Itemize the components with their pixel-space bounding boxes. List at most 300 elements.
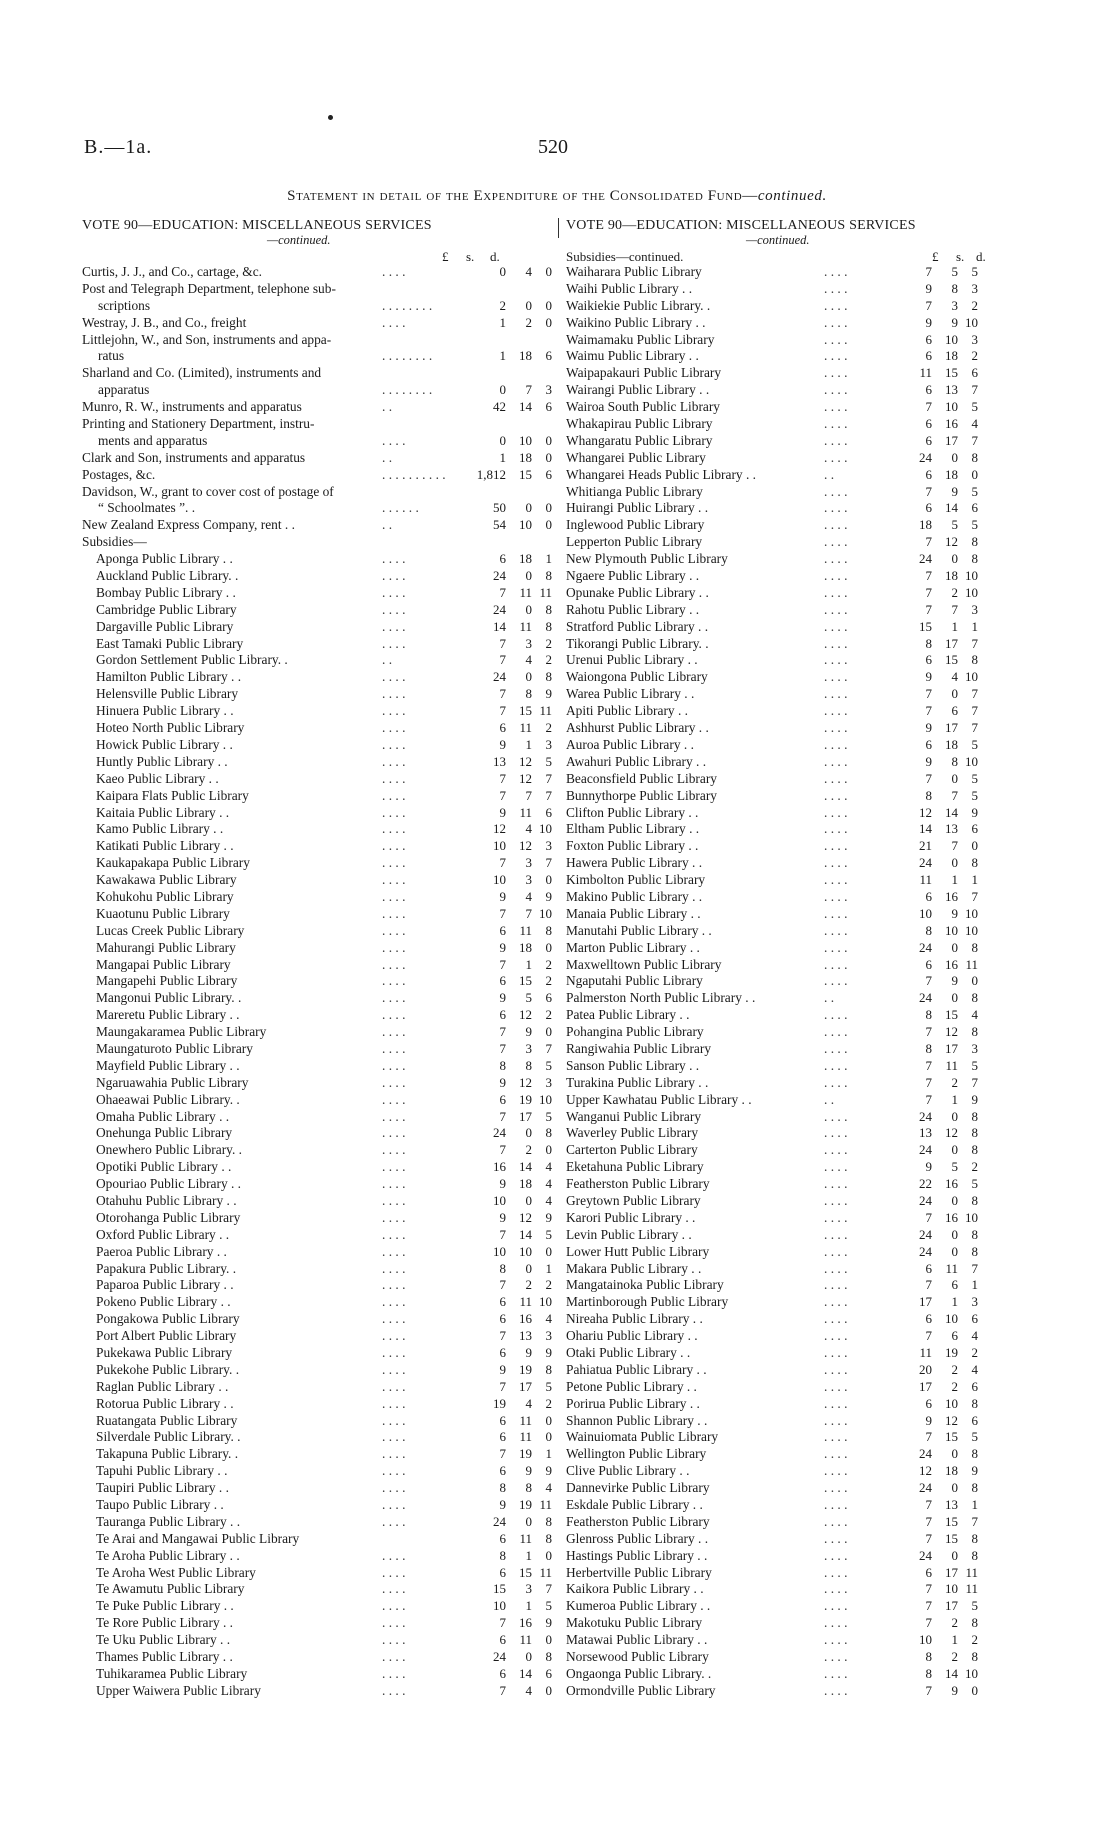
leader-dots: . . . . <box>824 922 848 938</box>
ledger-row <box>82 940 554 957</box>
leader-dots: . . . . <box>824 1294 848 1310</box>
row-label: Inglewood Public Library <box>566 517 705 533</box>
shillings-value: 19 <box>519 1497 532 1513</box>
pounds-value: 1 <box>499 314 506 330</box>
pence-value: 5 <box>971 1176 978 1192</box>
pounds-value: 10 <box>919 1632 932 1648</box>
leader-dots: . . . . <box>382 1598 406 1614</box>
pence-value: 8 <box>971 1530 978 1546</box>
pounds-value: 24 <box>919 1547 932 1563</box>
row-label: Munro, R. W., instruments and apparatus <box>82 399 302 415</box>
pence-value: 0 <box>545 872 552 888</box>
leader-dots: . . . . <box>824 1497 848 1513</box>
row-label: Makara Public Library . . <box>566 1260 702 1276</box>
ledger-row <box>566 602 1036 619</box>
ledger-row <box>82 1396 554 1413</box>
ledger-row <box>566 940 1036 957</box>
row-label: Ohaeawai Public Library. . <box>96 1091 240 1107</box>
row-label: Pokeno Public Library . . <box>96 1294 231 1310</box>
leader-dots: . . . . <box>824 1345 848 1360</box>
shillings-value: 1 <box>525 956 532 972</box>
leader-dots: . . . . <box>382 1564 406 1580</box>
row-label: Porirua Public Library . . <box>566 1395 700 1411</box>
ledger-row <box>82 754 554 771</box>
shillings-value: 1 <box>525 1598 532 1614</box>
shillings-value: 2 <box>525 1142 532 1158</box>
leader-dots: . . . . <box>824 568 848 584</box>
shillings-value: 10 <box>945 1581 958 1597</box>
pounds-value: 17 <box>919 1294 932 1310</box>
leader-dots: . . . . <box>824 1547 848 1563</box>
leader-dots: . . . . <box>382 686 406 702</box>
shillings-value: 14 <box>519 1665 532 1681</box>
leader-dots: . . . . <box>824 1361 848 1377</box>
pence-value: 5 <box>971 1598 978 1614</box>
row-label: Lepperton Public Library <box>566 534 703 550</box>
ledger-row <box>82 1413 554 1430</box>
leader-dots: . . . . <box>382 568 406 584</box>
pounds-value: 9 <box>499 1209 506 1225</box>
pence-value: 1 <box>971 1277 978 1293</box>
shillings-value: 12 <box>945 1412 958 1428</box>
pence-value: 0 <box>545 297 552 313</box>
pence-value: 9 <box>545 1463 552 1479</box>
pounds-value: 0 <box>499 432 506 448</box>
pence-value: 8 <box>545 1649 552 1665</box>
ledger-row <box>82 686 554 703</box>
pounds-value: 1,812 <box>476 466 506 482</box>
pounds-value: 24 <box>919 939 932 955</box>
ledger-row <box>566 1024 1036 1041</box>
pounds-value: 14 <box>919 821 932 837</box>
pounds-value: 10 <box>493 838 506 854</box>
row-label: Pahiatua Public Library . . <box>566 1361 707 1377</box>
pence-value: 8 <box>545 922 552 938</box>
pounds-value: 7 <box>925 601 932 617</box>
ledger-row <box>82 720 554 737</box>
shillings-value: 0 <box>951 770 958 786</box>
shillings-value: 15 <box>945 1513 958 1529</box>
pence-value: 11 <box>539 703 552 719</box>
pounds-value: 24 <box>493 669 506 685</box>
ledger-row <box>82 1125 554 1142</box>
shillings-value: 13 <box>945 821 958 837</box>
leader-dots: . . . . <box>824 1125 848 1141</box>
ledger-row <box>566 1598 1036 1615</box>
ledger-row <box>82 636 554 653</box>
pounds-value: 9 <box>925 720 932 736</box>
row-label: Ruatangata Public Library <box>96 1412 238 1428</box>
ledger-row <box>566 821 1036 838</box>
ledger-row <box>566 534 1036 551</box>
pounds-value: 7 <box>499 1040 506 1056</box>
shillings-value: 9 <box>525 1345 532 1360</box>
pounds-value: 14 <box>493 618 506 634</box>
row-label: Rangiwahia Public Library <box>566 1040 712 1056</box>
pence-value: 3 <box>971 1040 978 1056</box>
row-label: Upper Kawhatau Public Library . . <box>566 1091 752 1107</box>
row-label: Stratford Public Library . . <box>566 618 709 634</box>
shillings-value: 18 <box>519 348 532 364</box>
pence-value: 2 <box>545 652 552 668</box>
pounds-value: 24 <box>919 1142 932 1158</box>
row-label: Sanson Public Library . . <box>566 1057 700 1073</box>
shillings-value: 14 <box>945 500 958 516</box>
ledger-row <box>82 1193 554 1210</box>
row-label: Ohariu Public Library . . <box>566 1328 698 1344</box>
ledger-row <box>566 585 1036 602</box>
row-label: Karori Public Library . . <box>566 1209 696 1225</box>
ledger-row <box>566 382 1036 399</box>
pence-value: 2 <box>545 635 552 651</box>
pence-value: 4 <box>971 1328 978 1344</box>
row-label: Kaeo Public Library . . <box>96 770 219 786</box>
leader-dots: . . . . <box>382 1024 406 1040</box>
ledger-row <box>82 619 554 636</box>
ledger-row <box>82 1463 554 1480</box>
pence-value: 0 <box>545 1547 552 1563</box>
shillings-value: 11 <box>519 584 532 600</box>
pounds-value: 9 <box>499 990 506 1006</box>
leader-dots: . . . . <box>824 1649 848 1665</box>
leader-dots: . . . . <box>382 1345 406 1360</box>
pence-value: 11 <box>539 1564 552 1580</box>
ledger-row <box>566 1683 1036 1700</box>
pence-value: 7 <box>971 1513 978 1529</box>
pence-value: 2 <box>971 348 978 364</box>
leader-dots: . . . . <box>824 635 848 651</box>
ledger-row <box>82 602 554 619</box>
pence-value: 5 <box>971 517 978 533</box>
pounds-value: 24 <box>493 1513 506 1529</box>
shillings-value: 19 <box>519 1091 532 1107</box>
shillings-value: 19 <box>519 1446 532 1462</box>
pounds-value: 7 <box>925 686 932 702</box>
ledger-row <box>82 1429 554 1446</box>
row-label: Te Arai and Mangawai Public Library <box>96 1530 300 1546</box>
ledger-row <box>82 1446 554 1463</box>
shillings-value: 10 <box>519 1243 532 1259</box>
pounds-value: 6 <box>499 922 506 938</box>
pence-value: 5 <box>971 770 978 786</box>
shillings-value: 11 <box>945 1260 958 1276</box>
pounds-value: 24 <box>919 1226 932 1242</box>
leader-dots: . . . . <box>824 331 848 347</box>
ledger-row <box>566 416 1036 433</box>
pence-value: 8 <box>971 1142 978 1158</box>
row-label: Waikiekie Public Library. . <box>566 297 711 313</box>
pounds-value: 16 <box>493 1159 506 1175</box>
row-label: Kaipara Flats Public Library <box>96 787 249 803</box>
pounds-value: 7 <box>925 1682 932 1698</box>
row-label: Eketahuna Public Library <box>566 1159 704 1175</box>
shillings-value: 3 <box>525 635 532 651</box>
leader-dots: . . . . <box>824 584 848 600</box>
row-label: ratus <box>98 348 125 364</box>
shillings-value: 4 <box>525 1395 532 1411</box>
pence-value: 7 <box>971 432 978 448</box>
ledger-row <box>82 1531 554 1548</box>
leader-dots: . . . . <box>382 432 406 448</box>
row-label: ments and apparatus <box>98 432 208 448</box>
leader-dots: . . . . <box>382 618 406 634</box>
pounds-value: 7 <box>499 1615 506 1631</box>
row-label: Te Uku Public Library . . <box>96 1632 231 1648</box>
ledger-row <box>82 855 554 872</box>
ledger-row <box>566 872 1036 889</box>
leader-dots: . . . . <box>382 584 406 600</box>
row-label: Aponga Public Library . . <box>96 551 233 567</box>
row-label: Opunake Public Library . . <box>566 584 709 600</box>
pounds-value: 7 <box>499 1378 506 1394</box>
pence-value: 8 <box>971 855 978 871</box>
pence-value: 6 <box>971 500 978 516</box>
shillings-value: 1 <box>951 1091 958 1107</box>
pounds-value: 6 <box>499 1429 506 1445</box>
row-label: Te Awamutu Public Library <box>96 1581 245 1597</box>
row-label: Subsidies— <box>82 534 147 550</box>
pence-value: 7 <box>545 770 552 786</box>
leader-dots: . . <box>824 1091 835 1107</box>
shillings-value: 13 <box>945 1497 958 1513</box>
shillings-value: 18 <box>945 466 958 482</box>
ledger-row <box>82 1683 554 1700</box>
pence-value: 10 <box>965 922 978 938</box>
row-label: Ongaonga Public Library. . <box>566 1665 712 1681</box>
pence-value: 6 <box>971 821 978 837</box>
row-label: Mangatainoka Public Library <box>566 1277 724 1293</box>
shillings-value: 17 <box>945 720 958 736</box>
ledger-row <box>82 737 554 754</box>
pounds-value: 7 <box>499 1446 506 1462</box>
shillings-value: 12 <box>519 770 532 786</box>
ledger-row <box>82 652 554 669</box>
leader-dots: . . . . <box>824 939 848 955</box>
leader-dots: . . <box>824 990 835 1006</box>
leader-dots: . . . . <box>824 601 848 617</box>
shillings-value: 0 <box>951 1108 958 1124</box>
leader-dots: . . . . <box>382 990 406 1006</box>
leader-dots: . . . . <box>824 838 848 854</box>
pence-value: 8 <box>545 1361 552 1377</box>
pence-value: 6 <box>971 1311 978 1327</box>
pounds-value: 6 <box>499 1632 506 1648</box>
shillings-value: 7 <box>951 787 958 803</box>
pounds-value: 8 <box>925 1665 932 1681</box>
pounds-value: 6 <box>925 1395 932 1411</box>
pence-value: 9 <box>545 1615 552 1631</box>
row-label: Whitianga Public Library <box>566 483 703 499</box>
shillings-value: 1 <box>951 872 958 888</box>
shillings-value: 5 <box>525 990 532 1006</box>
pounds-value: 6 <box>925 466 932 482</box>
ledger-row <box>566 1632 1036 1649</box>
pence-value: 5 <box>545 753 552 769</box>
pounds-value: 54 <box>493 517 506 533</box>
pence-value: 8 <box>971 1446 978 1462</box>
row-label: Warea Public Library . . <box>566 686 695 702</box>
shillings-value: 15 <box>519 466 532 482</box>
ledger-row <box>82 1345 554 1362</box>
leader-dots: . . . . <box>824 1480 848 1496</box>
row-label: Onewhero Public Library. . <box>96 1142 243 1158</box>
leader-dots: . . . . <box>382 838 406 854</box>
shillings-value: 1 <box>951 618 958 634</box>
row-label: Maungaturoto Public Library <box>96 1040 253 1056</box>
pounds-value: 7 <box>925 1024 932 1040</box>
ledger-row <box>566 1649 1036 1666</box>
pounds-value: 24 <box>919 449 932 465</box>
ledger-row <box>82 805 554 822</box>
ledger-row <box>566 568 1036 585</box>
ledger-row <box>566 1615 1036 1632</box>
shillings-value: 16 <box>945 956 958 972</box>
pounds-value: 7 <box>925 584 932 600</box>
shillings-label: s. <box>956 249 965 264</box>
ledger-row <box>82 517 554 534</box>
shillings-value: 4 <box>951 669 958 685</box>
left-rows <box>82 264 554 1700</box>
row-label: Pohangina Public Library <box>566 1024 704 1040</box>
pounds-value: 8 <box>925 922 932 938</box>
leader-dots: . . . . <box>824 432 848 448</box>
pounds-value: 19 <box>493 1395 506 1411</box>
row-label: Petone Public Library . . <box>566 1378 697 1394</box>
shillings-value: 4 <box>525 1682 532 1698</box>
pence-value: 4 <box>545 1311 552 1327</box>
pence-value: 8 <box>971 1108 978 1124</box>
shillings-value: 3 <box>951 297 958 313</box>
row-label: Carterton Public Library <box>566 1142 698 1158</box>
shillings-value: 12 <box>945 1125 958 1141</box>
row-label: Dargaville Public Library <box>96 618 234 634</box>
shillings-value: 0 <box>525 1125 532 1141</box>
row-label: Marton Public Library . . <box>566 939 700 955</box>
row-label: Wairoa South Public Library <box>566 399 720 415</box>
pounds-value: 9 <box>925 1159 932 1175</box>
ledger-row <box>566 433 1036 450</box>
row-label: Levin Public Library . . <box>566 1226 692 1242</box>
ledger-row <box>566 771 1036 788</box>
ledger-row <box>82 1632 554 1649</box>
ledger-row <box>82 315 554 332</box>
pounds-value: 24 <box>919 1192 932 1208</box>
pence-value: 9 <box>971 1091 978 1107</box>
pounds-value: 0 <box>499 382 506 398</box>
row-label: Te Aroha Public Library . . <box>96 1547 240 1563</box>
leader-dots: . . . . <box>382 1311 406 1327</box>
ledger-row <box>82 1159 554 1176</box>
ledger-row <box>82 1362 554 1379</box>
pounds-value: 7 <box>499 584 506 600</box>
row-label: Sharland and Co. (Limited), instruments and <box>82 365 322 381</box>
ledger-row <box>566 1075 1036 1092</box>
leader-dots: . . . . <box>382 1632 406 1648</box>
shillings-value: 15 <box>945 365 958 381</box>
pounds-value: 7 <box>925 264 932 279</box>
ledger-row <box>566 1007 1036 1024</box>
shillings-value: 10 <box>945 399 958 415</box>
pence-value: 1 <box>971 1497 978 1513</box>
pounds-value: 24 <box>919 1108 932 1124</box>
row-label: Nireaha Public Library . . <box>566 1311 703 1327</box>
ledger-row <box>82 500 554 517</box>
pounds-value: 0 <box>499 264 506 279</box>
pence-value: 4 <box>971 1361 978 1377</box>
pounds-value: 9 <box>925 669 932 685</box>
leader-dots: . . . . <box>382 753 406 769</box>
pounds-value: 6 <box>925 348 932 364</box>
row-label: Hinuera Public Library . . <box>96 703 234 719</box>
leader-dots: . . . . <box>382 1615 406 1631</box>
leader-dots: . . . . <box>824 1024 848 1040</box>
pounds-value: 7 <box>925 1074 932 1090</box>
ledger-row <box>566 365 1036 382</box>
ledger-row <box>82 771 554 788</box>
ledger-row <box>82 1142 554 1159</box>
leader-dots: . . . . <box>382 804 406 820</box>
pence-value: 7 <box>971 635 978 651</box>
ledger-row <box>566 1379 1036 1396</box>
pence-value: 0 <box>971 838 978 854</box>
pounds-value: 7 <box>499 1024 506 1040</box>
pence-value: 1 <box>545 551 552 567</box>
row-label: Post and Telegraph Department, telephone sub- <box>82 280 336 296</box>
shillings-value: 5 <box>951 264 958 279</box>
pounds-value: 6 <box>499 1463 506 1479</box>
row-label: Whangarei Heads Public Library . . <box>566 466 757 482</box>
pence-value: 9 <box>971 1463 978 1479</box>
shillings-value: 8 <box>525 1480 532 1496</box>
ledger-row <box>82 348 554 365</box>
pounds-value: 7 <box>925 568 932 584</box>
pounds-value: 9 <box>499 736 506 752</box>
row-label: Dannevirke Public Library <box>566 1480 710 1496</box>
shillings-value: 3 <box>525 1040 532 1056</box>
shillings-value: 12 <box>945 1024 958 1040</box>
shillings-value: 5 <box>951 517 958 533</box>
pounds-value: 7 <box>925 297 932 313</box>
ledger-row <box>566 1109 1036 1126</box>
ledger-row <box>82 1514 554 1531</box>
shillings-value: 10 <box>945 922 958 938</box>
shillings-value: 1 <box>951 1632 958 1648</box>
pence-value: 6 <box>545 399 552 415</box>
leader-dots: . . . . <box>382 703 406 719</box>
right-column <box>566 218 1036 1700</box>
ledger-row <box>566 1092 1036 1109</box>
shillings-value: 3 <box>525 1581 532 1597</box>
shillings-value: 16 <box>945 1209 958 1225</box>
ledger-row <box>82 365 554 382</box>
leader-dots: . . . . <box>382 922 406 938</box>
leader-dots: . . . . <box>824 1395 848 1411</box>
leader-dots: . . . . <box>824 753 848 769</box>
leader-dots: . . . . <box>382 821 406 837</box>
pence-value: 10 <box>965 1665 978 1681</box>
leader-dots: . . . . <box>382 1209 406 1225</box>
shillings-value: 12 <box>519 1074 532 1090</box>
pence-value: 7 <box>971 720 978 736</box>
ledger-row <box>566 1362 1036 1379</box>
pounds-value: 7 <box>499 1142 506 1158</box>
ledger-row <box>566 1514 1036 1531</box>
row-label: Davidson, W., grant to cover cost of postage of <box>82 483 334 499</box>
row-label: Kawakawa Public Library <box>96 872 237 888</box>
pence-value: 2 <box>545 1007 552 1023</box>
row-label: Gordon Settlement Public Library. . <box>96 652 288 668</box>
pounds-value: 6 <box>499 1530 506 1546</box>
